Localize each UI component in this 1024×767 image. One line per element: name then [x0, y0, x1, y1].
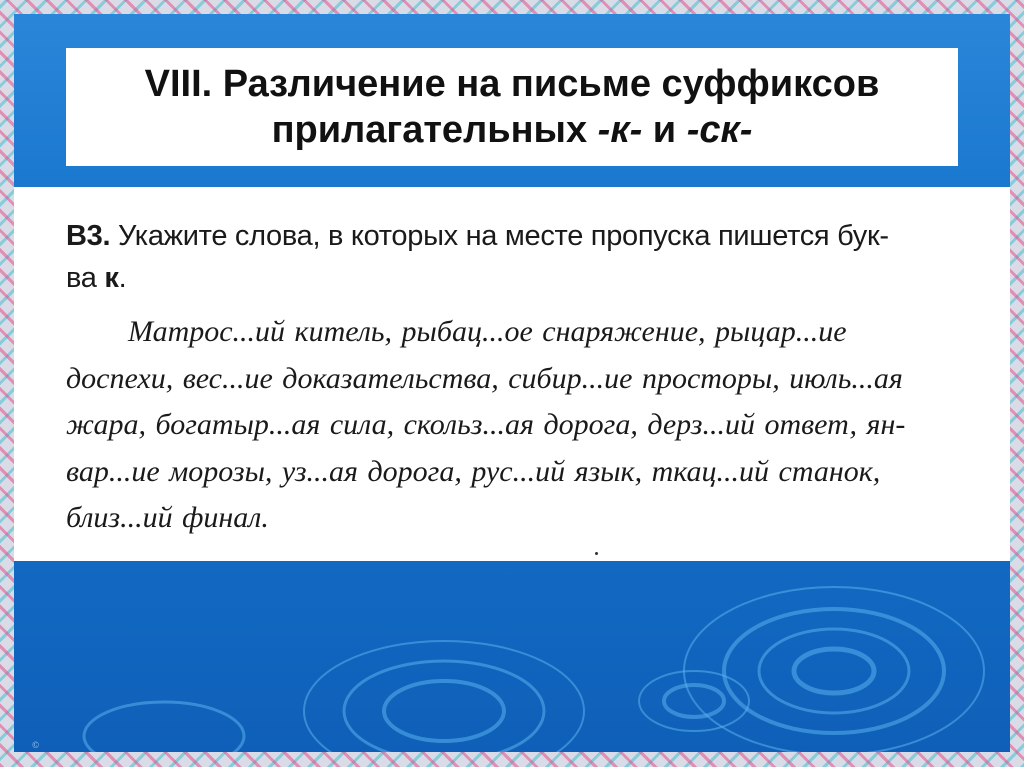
task-number: В3. — [66, 220, 111, 252]
suffix-k: -к- — [597, 109, 643, 151]
exercise-line-5: близ...ий финал. — [66, 501, 269, 534]
task-letter: к — [104, 262, 119, 294]
suffix-sk: -ск- — [686, 109, 753, 151]
exercise-line-3: жара, богатыр...ая сила, скольз...ая дорога, дерз...ий ответ, ян- — [66, 408, 906, 441]
exercise-panel — [14, 187, 1010, 561]
title-prefix: прилагательных — [271, 109, 598, 151]
ripples-graphic — [14, 561, 1010, 752]
task-text-line2: ва — [66, 262, 105, 294]
task-text-end: . — [118, 262, 127, 294]
slide-title-line1: VIII. Различение на письме суффиксов — [144, 63, 880, 105]
exercise-line-4: вар...ие морозы, уз...ая дорога, рус...ий язык, ткац...ий станок, — [66, 454, 881, 488]
stray-dot — [595, 552, 598, 555]
slide — [14, 14, 1010, 752]
title-box — [66, 48, 958, 166]
exercise-line-1: Матрос...ий китель, рыбац...ое снаряжение, рыцар...ие — [128, 315, 847, 348]
slide-title-line2 — [272, 107, 753, 153]
task-instruction — [66, 215, 966, 299]
title-conj: и — [642, 109, 687, 151]
copyright-watermark: © — [32, 740, 39, 750]
task-text-line1: Укажите слова, в которых на месте пропуска пишется бук- — [110, 220, 889, 252]
exercise-line-2: доспехи, вес...ие доказательства, сибир...ие просторы, июль...ая — [66, 361, 903, 395]
water-ripples-decoration — [14, 561, 1010, 752]
exercise-words — [66, 309, 966, 542]
